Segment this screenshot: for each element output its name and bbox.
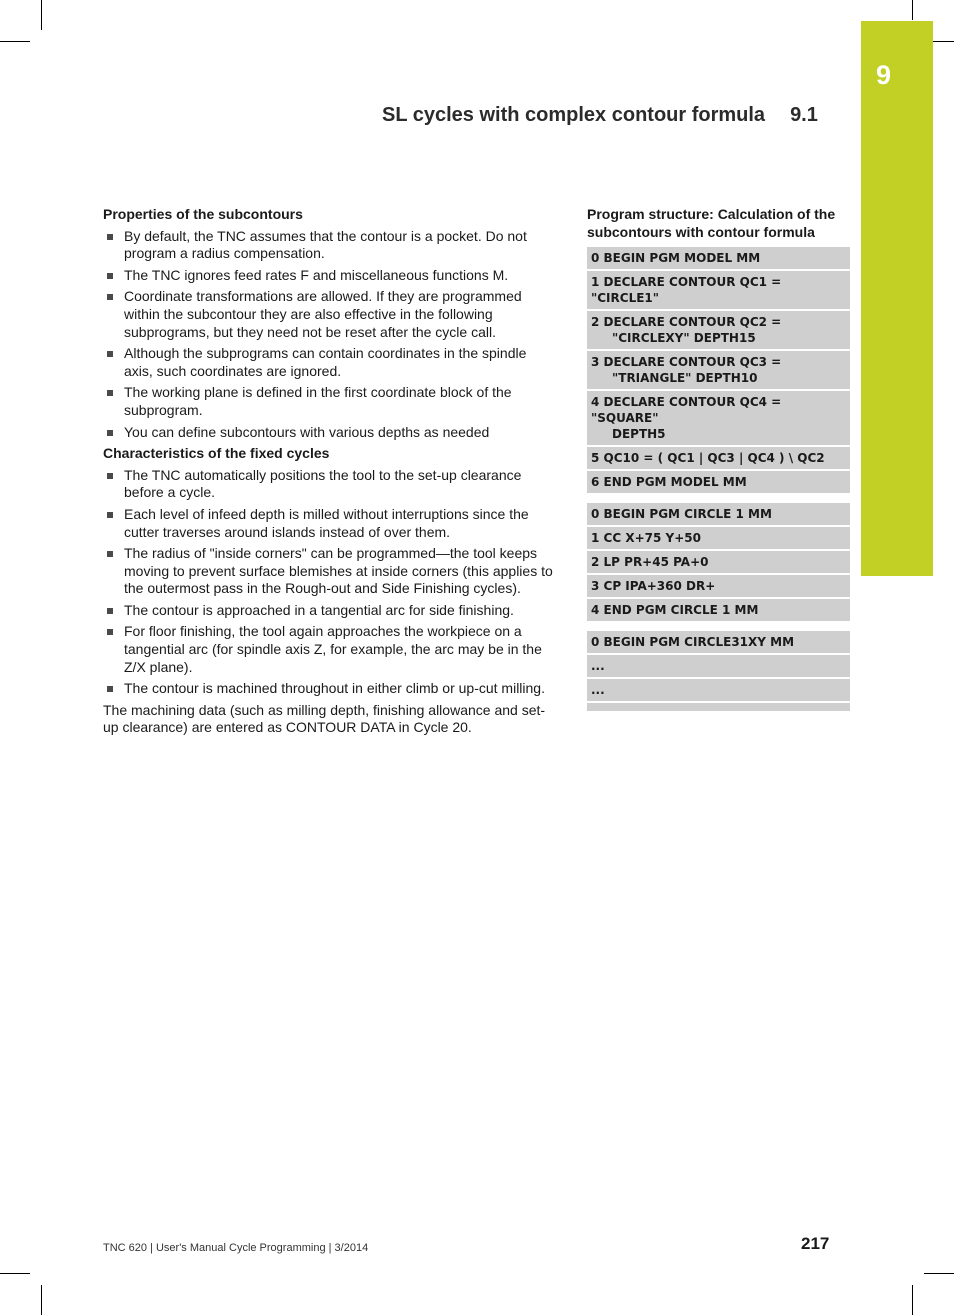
bullet-square-icon [107,686,113,692]
chapter-tab [861,21,933,576]
program-table-end [587,703,850,711]
list-item-text: The contour is approached in a tangential arc for side finishing. [124,601,514,618]
list-item [103,345,555,380]
program-line: 4 DECLARE CONTOUR QC4 = "SQUARE" DEPTH5 [587,391,850,447]
program-table [587,247,850,711]
program-line: 4 END PGM CIRCLE 1 MM [587,599,850,623]
block-separator [587,623,850,631]
list-item [103,506,555,541]
list-item [103,680,555,698]
list-item-text: Although the subprograms can contain coordinates in the spindle axis, such coordinates are ignored. [124,345,527,379]
bullet-square-icon [107,473,113,479]
chapter-number: 9 [876,60,892,90]
body-text [103,206,555,737]
program-line: ... [587,679,850,703]
bullet-square-icon [107,351,113,357]
program-line: 2 LP PR+45 PA+0 [587,551,850,575]
list-item-text: Coordinate transformations are allowed. If they are programmed within the subcontour they are also effective in the following subprograms, but they need not be reset after the cycle call. [124,288,522,340]
footer-text: TNC 620 | User's Manual Cycle Programming | 3/2014 [103,1242,369,1254]
crop-mark [0,41,30,42]
bullet-square-icon [107,430,113,436]
list-item-text: The radius of "inside corners" can be programmed—the tool keeps moving to prevent surface blemishes at inside corners (this applies to the outermost pass in the Rough-out and Side Finishing cycles). [124,545,553,597]
program-line: 1 CC X+75 Y+50 [587,527,850,551]
crop-mark [41,0,42,30]
list-item [103,545,555,598]
program-structure [587,206,850,711]
section-title: SL cycles with complex contour formula [382,104,766,126]
list-item [103,288,555,341]
list-item [103,424,555,442]
list-item [103,267,555,285]
bullet-square-icon [107,629,113,635]
program-structure-title: Program structure: Calculation of the subcontours with contour formula [587,206,836,240]
characteristics-heading: Characteristics of the fixed cycles [103,445,330,462]
list-item-text: The working plane is defined in the first coordinate block of the subprogram. [124,384,512,418]
crop-mark [0,1273,30,1274]
list-item [103,384,555,419]
properties-heading: Properties of the subcontours [103,206,303,222]
list-item-text: By default, the TNC assumes that the contour is a pocket. Do not program a radius compensation. [124,227,527,262]
list-item [103,602,555,620]
list-item-text: For floor finishing, the tool again approaches the workpiece on a tangential arc (for spindle axis Z, for example, the arc may be in the Z/X plane). [124,623,542,675]
list-item-text: The contour is machined throughout in either climb or up-cut milling. [124,680,545,697]
bullet-square-icon [107,551,113,557]
closing-paragraph: The machining data (such as milling depth, finishing allowance and set-up clearance) are entered as CONTOUR DATA in Cycle 20. [103,701,546,736]
list-item-text: You can define subcontours with various depths as needed [124,423,490,440]
crop-mark [924,1273,954,1274]
program-line: 5 QC10 = ( QC1 | QC3 | QC4 ) \ QC2 [587,447,850,471]
block-separator [587,495,850,503]
section-header [382,104,818,127]
program-line: 3 DECLARE CONTOUR QC3 = "TRIANGLE" DEPTH10 [587,351,850,391]
program-line: 0 BEGIN PGM CIRCLE31XY MM [587,631,850,655]
list-item [103,467,555,502]
bullet-square-icon [107,512,113,518]
program-line: ... [587,655,850,679]
list-item-text: The TNC automatically positions the tool to the set-up clearance before a cycle. [124,466,522,501]
bullet-square-icon [107,608,113,614]
bullet-square-icon [107,390,113,396]
bullet-square-icon [107,234,113,240]
page-number: 217 [801,1234,830,1253]
bullet-square-icon [107,294,113,300]
list-item-text: Each level of infeed depth is milled without interruptions since the cutter traverses around islands instead of over them. [124,505,529,540]
list-item [103,623,555,676]
properties-list [103,228,555,442]
program-line: 0 BEGIN PGM MODEL MM [587,247,850,271]
list-item [103,228,555,263]
program-line: 2 DECLARE CONTOUR QC2 = "CIRCLEXY" DEPTH15 [587,311,850,351]
crop-mark [912,1285,913,1315]
program-line: 0 BEGIN PGM CIRCLE 1 MM [587,503,850,527]
program-line: 1 DECLARE CONTOUR QC1 = "CIRCLE1" [587,271,850,311]
program-line: 3 CP IPA+360 DR+ [587,575,850,599]
characteristics-list [103,467,555,698]
crop-mark [912,0,913,20]
bullet-square-icon [107,273,113,279]
program-line: 6 END PGM MODEL MM [587,471,850,495]
crop-mark [41,1285,42,1315]
section-number: 9.1 [790,104,818,126]
list-item-text: The TNC ignores feed rates F and miscellaneous functions M. [124,266,509,283]
